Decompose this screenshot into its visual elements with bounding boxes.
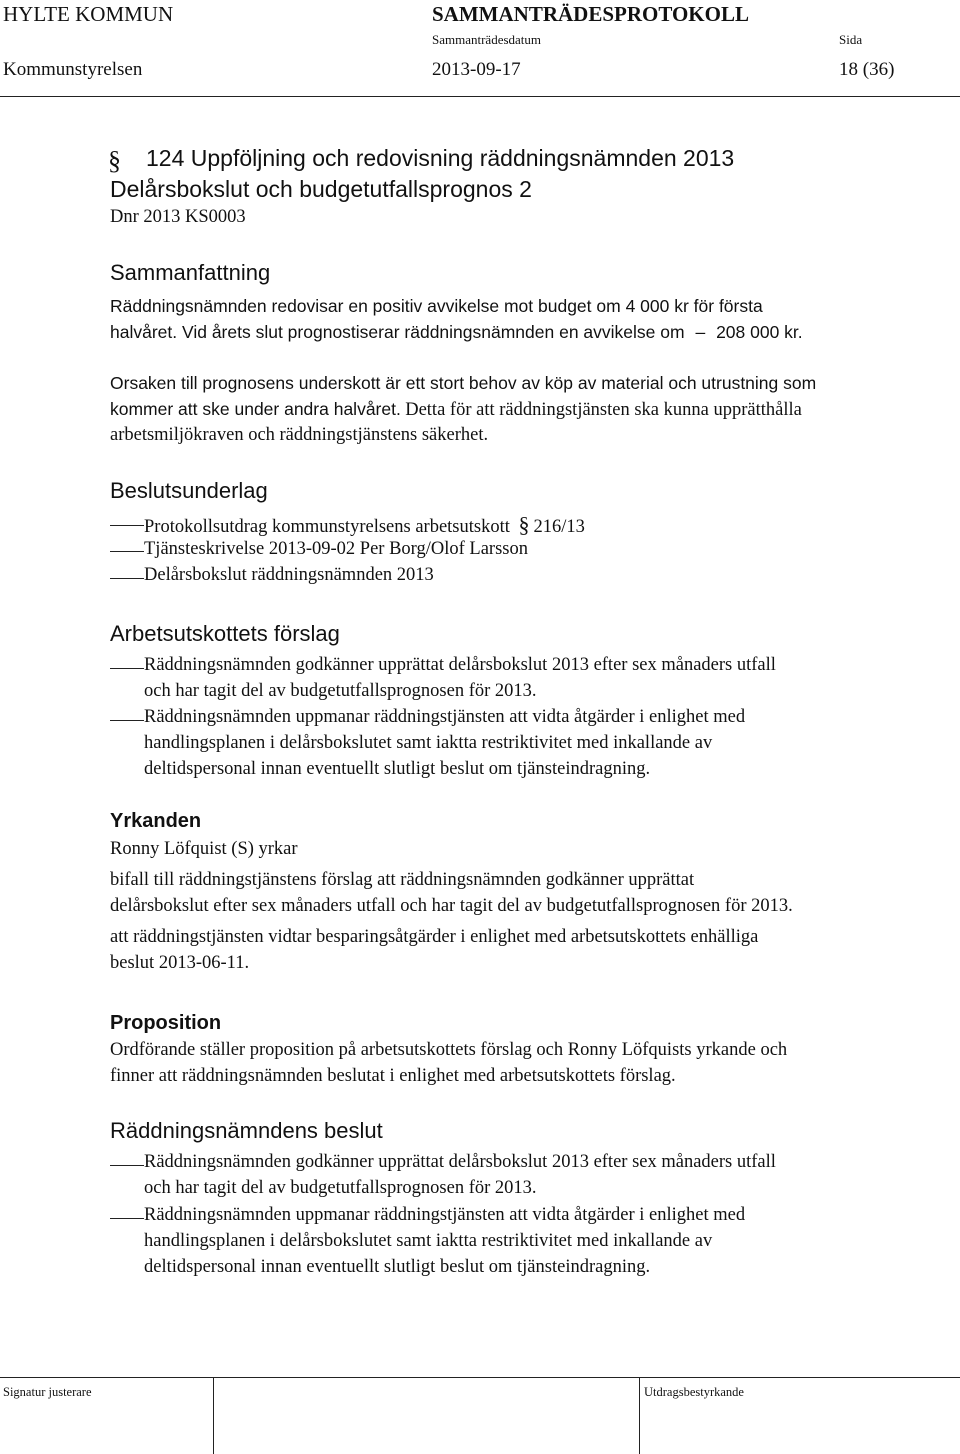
section-symbol: § [108, 146, 121, 175]
claims-heading: Yrkanden [110, 810, 202, 832]
page-label: Sida [839, 32, 863, 47]
footer-extract-divider [639, 1377, 640, 1454]
wc-bullet-2 [110, 720, 144, 721]
decision-heading: Räddningsnämndens beslut [110, 1118, 383, 1143]
wc-item-1-line1: Räddningsnämnden godkänner upprättat delårsbokslut 2013 efter sex månaders utfall [144, 655, 776, 675]
date-label: Sammanträdesdatum [432, 32, 542, 47]
summary-p2-line2a: kommer att ske under andra halvåret. [110, 399, 401, 419]
decision-item-1-line2: och har tagit del av budgetutfallsprognosen för 2013. [144, 1178, 537, 1198]
item-title-line1: 124 Uppföljning och redovisning räddningsnämnden 2013 [146, 145, 735, 171]
wc-proposal-heading: Arbetsutskottets förslag [110, 621, 340, 646]
page-number: 18 (36) [839, 59, 895, 80]
summary-dash: – [695, 322, 706, 342]
summary-p2-line3: arbetsmiljökraven och räddningstjänstens säkerhet. [110, 425, 489, 445]
basis-item-2: Tjänsteskrivelse 2013-09-02 Per Borg/Olof Larsson [144, 539, 528, 559]
wc-item-2-line3: deltidspersonal innan eventuellt slutligt beslut om tjänsteindragning. [144, 759, 651, 779]
summary-p1-line1: Räddningsnämnden redovisar en positiv avvikelse mot budget om 4 000 kr för första [110, 296, 763, 316]
decision-bullet-2 [110, 1218, 144, 1219]
basis-item-1-text: Protokollsutdrag kommunstyrelsens arbetsutskott [144, 517, 510, 537]
basis-bullet-2 [110, 551, 144, 552]
summary-heading: Sammanfattning [110, 260, 271, 285]
municipality-name: HYLTE KOMMUN [3, 2, 174, 26]
summary-p1-amount: 208 000 kr. [716, 322, 803, 342]
proposition-line2: finner att räddningsnämnden beslutat i enlighet med arbetsutskottets förslag. [110, 1066, 676, 1086]
proposition-line1: Ordförande ställer proposition på arbetsutskottets förslag och Ronny Löfquists yrkande och [110, 1040, 788, 1060]
section-symbol-inline: § [518, 512, 530, 537]
footer-top-divider [0, 1377, 960, 1378]
summary-p1-line2-text: halvåret. Vid årets slut prognostiserar räddningsnämnden en avvikelse om [110, 322, 685, 342]
claims-c1-line1: bifall till räddningstjänstens förslag att räddningsnämnden godkänner upprättat [110, 870, 695, 890]
item-title-line2: Delårsbokslut och budgetutfallsprognos 2 [110, 176, 532, 202]
claims-c2-line2: beslut 2013-06-11. [110, 953, 250, 973]
header-divider [0, 96, 960, 97]
claims-speaker: Ronny Löfquist (S) yrkar [110, 839, 298, 859]
basis-item-1 [144, 512, 585, 538]
claims-c1-line2: delårsbokslut efter sex månaders utfall och har tagit del av budgetutfallsprognosen för 2013. [110, 896, 793, 916]
meeting-date: 2013-09-17 [432, 59, 521, 80]
decision-item-2-line3: deltidspersonal innan eventuellt slutligt beslut om tjänsteindragning. [144, 1257, 651, 1277]
diary-number: Dnr 2013 KS0003 [110, 207, 246, 227]
wc-item-2-line2: handlingsplanen i delårsbokslutet samt iaktta restriktivitet med inkallande av [144, 733, 713, 753]
signature-label: Signatur justerare [3, 1385, 92, 1399]
decision-item-1-line1: Räddningsnämnden godkänner upprättat delårsbokslut 2013 efter sex månaders utfall [144, 1152, 776, 1172]
summary-p2-line2b: Detta för att räddningstjänsten ska kunna upprätthålla [405, 400, 802, 420]
decision-item-2-line2: handlingsplanen i delårsbokslutet samt iaktta restriktivitet med inkallande av [144, 1231, 713, 1251]
basis-bullet-1 [110, 525, 144, 526]
proposition-heading: Proposition [110, 1012, 222, 1034]
basis-bullet-3 [110, 578, 144, 579]
summary-p2-line1: Orsaken till prognosens underskott är ett stort behov av köp av material och utrustning som [110, 373, 817, 393]
committee-name: Kommunstyrelsen [3, 59, 143, 80]
basis-item-1-ref: 216/13 [533, 517, 585, 537]
summary-p2-line2 [110, 396, 802, 423]
summary-p1-line2 [110, 319, 803, 345]
decision-bullet-1 [110, 1165, 144, 1166]
wc-item-2-line1: Räddningsnämnden uppmanar räddningstjänsten att vidta åtgärder i enlighet med [144, 707, 746, 727]
decision-item-2-line1: Räddningsnämnden uppmanar räddningstjänsten att vidta åtgärder i enlighet med [144, 1205, 746, 1225]
protocol-title: SAMMANTRÄDESPROTOKOLL [432, 2, 749, 26]
wc-item-1-line2: och har tagit del av budgetutfallsprognosen för 2013. [144, 681, 537, 701]
footer-signature-box-divider [213, 1377, 214, 1454]
wc-bullet-1 [110, 668, 144, 669]
basis-item-3: Delårsbokslut räddningsnämnden 2013 [144, 565, 434, 585]
extract-label: Utdragsbestyrkande [644, 1385, 744, 1399]
claims-c2-line1: att räddningstjänsten vidtar besparingsåtgärder i enlighet med arbetsutskottets enhälliga [110, 927, 759, 947]
basis-heading: Beslutsunderlag [110, 478, 268, 503]
